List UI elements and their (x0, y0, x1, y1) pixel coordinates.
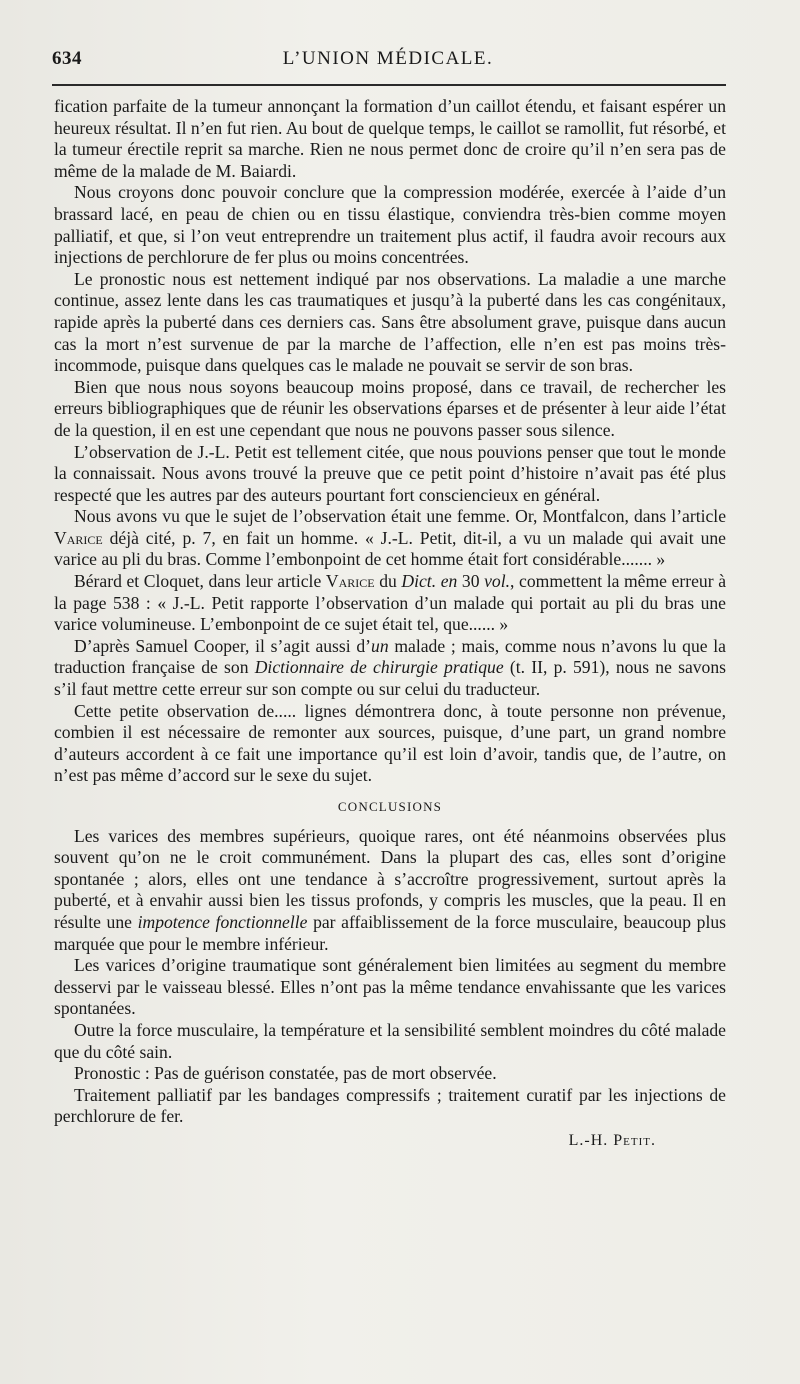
page-header (52, 48, 724, 80)
text-run: D’après Samuel Cooper, il s’agit aussi d’ (74, 635, 372, 656)
paragraph-compression: Nous croyons donc pouvoir conclure que la compression modérée, exercée à l’aide d’un brassard lacé, en peau de chien ou en tissu élastique, conviendra très-bien comme moyen palliatif, et que, si l’on veut entreprendre un traitement plus actif, il faudra avoir recours aux injections de perchlorure de fer plus ou moins concentrées. (54, 182, 726, 268)
paragraph-cooper (54, 636, 726, 701)
conclusion-5: Traitement palliatif par les bandages compressifs ; traitement curatif par les injections de perchlorure de fer. (54, 1084, 726, 1127)
conclusions-heading: CONCLUSIONS (337, 799, 443, 814)
emphasis-un: un (371, 635, 389, 656)
author-signature: L.-H. Petit. (568, 1131, 656, 1149)
conclusion-1 (54, 826, 726, 956)
paragraph-berard-cloquet (54, 571, 726, 636)
text-run: déjà cité, p. 7, en fait un homme. « J.-L. Petit, dit-il, a vu un malade qui avait une varice au pli du bras. Comme l’embonpoint de cet homme était fort considérable....... » (54, 527, 726, 570)
paragraph-erreurs: Bien que nous nous soyons beaucoup moins proposé, dans ce travail, de rechercher les erreurs bibliographiques que de réunir les observations éparses et de présenter à leur aide l’état de la question, il en est une cependant que nous ne pouvons passer sous silence. (54, 376, 726, 440)
text-run: , commettent la même erreur à la page 538 : « J.-L. Petit rapporte l’observation d’un malade qui portait au pli du bras une varice volumineuse. L’embonpoint de ce sujet était tel, que...... » (54, 571, 727, 635)
article-title-varice: Varice (325, 571, 375, 592)
text-run: par affaiblissement de la force musculaire, beaucoup plus marquée que pour le membre inférieur. (54, 911, 726, 954)
conclusion-2: Les varices d’origine traumatique sont généralement bien limitées au segment du membre desservi par le vaisseau blessé. Elles n’ont pas la même tendance envahissante que les varices spontanées. (54, 955, 726, 1019)
paragraph-observation-petit: L’observation de J.-L. Petit est tellement citée, que nous pouvions penser que tout le monde la connaissait. Nous avons trouvé la preuve que ce petit point d’histoire n’avait pas été plus respecté que les autres par des auteurs pourtant fort consciencieux en général. (54, 441, 726, 505)
header-rule (52, 84, 726, 86)
book-title: Dictionnaire de chirurgie pratique (254, 657, 504, 678)
text-run: (t. II, p. 591), nous ne savons s’il faut mettre cette erreur sur son compte ou sur celui du traducteur. (54, 657, 726, 700)
emphasis-impotence: impotence fonctionnelle (137, 911, 308, 932)
text-run: 30 (457, 571, 485, 592)
paragraph-sources: Cette petite observation de..... lignes démontrera donc, à toute personne non prévenue, combien il est nécessaire de remonter aux sources, puisque, d’une part, un grand nombre d’auteurs accordent à ce fait une importance qu’il est loin d’avoir, tandis que, de l’autre, on n’est pas même d’accord sur le sexe du sujet. (54, 700, 726, 786)
text-run: malade ; mais, comme nous n’avons lu que la traduction française de son (54, 635, 726, 678)
paragraph-pronostic: Le pronostic nous est nettement indiqué par nos observations. La maladie a une marche continue, assez lente dans les cas traumatiques et jusqu’à la puberté dans les cas congénitaux, rapide après la puberté dans ces derniers cas. Sans être absolument grave, puisque dans aucun cas la mort n’est survenue de par la marche de l’affection, elle n’en est pas moins très-incommode, puisque dans quelques cas le malade ne pouvait se servir de son bras. (54, 268, 726, 376)
conclusion-4: Pronostic : Pas de guérison constatée, pas de mort observée. (74, 1063, 497, 1084)
vol-abbrev: vol. (484, 571, 511, 592)
paragraph-montfalcon (54, 506, 726, 571)
article-title-varice: Varice (54, 527, 103, 548)
text-run: Les varices des membres supérieurs, quoique rares, ont été néanmoins observées plus souvent qu’on ne le croit communément. Dans la plupart des cas, elles sont d’origine spontanée ; alors, elles ont une tendance à s’accroître progressivement, surtout après la puberté, et à envahir aussi bien les tissus profonds, y compris les muscles, que la peau. Il en résulte une (54, 825, 726, 932)
dict-abbrev: Dict. en (401, 571, 458, 592)
body-text (54, 96, 726, 1152)
text-run: Bérard et Cloquet, dans leur article (74, 571, 326, 592)
conclusion-3: Outre la force musculaire, la température et la sensibilité semblent moindres du côté malade que du côté sain. (54, 1019, 726, 1062)
running-title: L’UNION MÉDICALE. (282, 48, 494, 69)
paragraph-continuation: fication parfaite de la tumeur annonçant la formation d’un caillot étendu, et faisant espérer un heureux résultat. Il n’en fut rien. Au bout de quelque temps, le caillot se ramollit, fut résorbé, et la tumeur érectile reprit sa marche. Rien ne nous permet donc de croire qu’il n’en sera pas de même de la malade de M. Baiardi. (54, 96, 726, 181)
text-run: du (374, 571, 402, 592)
page-number: 634 (52, 48, 82, 69)
text-run: Nous avons vu que le sujet de l’observation était une femme. Or, Montfalcon, dans l’article (74, 506, 726, 527)
